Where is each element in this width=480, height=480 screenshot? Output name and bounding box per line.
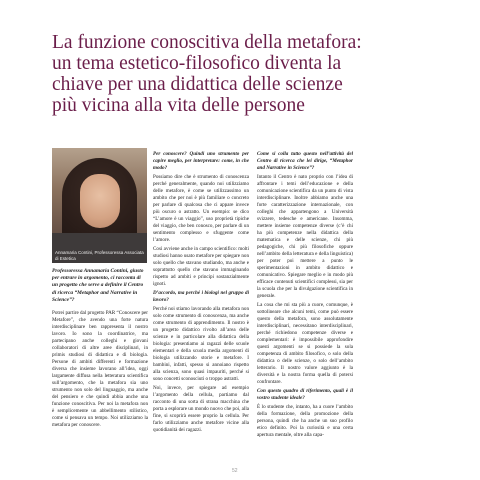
column2-paragraph-3: Perché noi stiamo lavorando alla metafora non solo come strumento di conoscenza, ma anche come strumento di apprendimento. Il nostro è un progetto didattico rivolto all’area delle scienze e in particolare alla didattica della biologia: presentiamo ai ragazzi delle scuole elementari e della scuola media argomenti di biologia utilizzando storie e metafore. I bambini, infatti, spesso si annoiano rispetto alla scienza, sono quasi impauriti, perché si sono concetti sconosciuti o troppo astratti. [153, 306, 249, 382]
intro-question: Professoressa Annamaria Contini, giusto per entrare in argomento, ci racconta di un progetto che serve a definire il Centro di ricerca “Metaphor and Narrative in Science”? [52, 268, 144, 303]
column2-question-2: D’accordo, ma perché i biologi nel gruppo di lavoro? [153, 290, 249, 303]
column3-paragraph-3: È lo studente che, intanto, ha a cuore l’ambito della formazione, della promozione della persona, quindi che ha anche un suo profilo etico definito. Poi la curiosità e una certa apertura mentale, oltre alla capa- [257, 404, 353, 438]
title-line-2: un tema estetico-filosofico diventa la [52, 53, 342, 74]
column-2 [153, 151, 249, 436]
column-3 [257, 151, 353, 441]
column3-question-2: Con questo quadro di riferimento, quali è il vostro studente ideale? [257, 388, 353, 401]
column1-paragraph-1: Potrei partire dal progetto PAR “Conoscere per Metafore”, che avendo una forte natura interdisciplinare ben rappresenta il nostro lavoro. Io sono la coordinatrice, ma partecipano anche colleghi e giovani collaboratori di altre aree disciplinari, in primis studiosi di didattica e di biologia. Persone di ambiti differenti e formazione diversa che insieme lavorano all’idea, oggi largamente diffusa nella letteratura scientifica sull’argomento, che la metafora sia uno strumento non solo del linguaggio, ma anche del pensiero e che quindi abbia anche una funzione conoscitiva. Per noi la metafora non è semplicemente un abbellimento stilistico, come si pensava un tempo. Noi utilizziamo la metafora per conoscere. [52, 310, 149, 428]
title-line-3: chiave per una didattica delle scienze [52, 74, 343, 95]
column-1 [52, 310, 148, 431]
column3-paragraph-1: Intanto il Centro è nato proprio con l’idea di affrontare i temi dell’educazione e della comunicazione scientifica da un punto di vista interdisciplinare. Inoltre abbiamo anche una forte caratterizzazione internazionale, con colleghi che appartengono a Università svizzere, tedesche e americane. Insomma, mettere insieme competenze diverse (c’è chi ha più competenze nella didattica della matematica e delle scienze, chi più pedagogiche, chi più filosofiche oppure nell’ambito della letteratura e della linguistica) per poter poi mettere a punto le sperimentazioni in ambito didattico e comunicativo. Spiegare meglio e in modo più efficace contenuti scientifici complessi, sia per la scuola che per la divulgazione scientifica in generale. [257, 174, 353, 299]
column2-paragraph-1: Possiamo dire che è strumento di conoscenza perché generalmente, quando noi utilizziamo delle metafore, è come se utilizzassimo un ambito che per noi è più familiare o concreto per parlare di qualcosa che ci appare invece più oscuro o astratto. Un esempio: se dico “L’amore è un viaggio”, uso proprietà tipiche del viaggio, che ben conosco, per parlare di un sentimento complesso e sfuggente come l’amore. [153, 174, 249, 243]
column3-paragraph-2: La cosa che mi sta più a cuore, comunque, è sottolineare che alcuni temi, come può essere questo della metafora, sono assolutamente interdisciplinari, necessitano interdisciplinari, perché richiedono competenze diverse e complementari: è impossibile approfondire questi argomenti se si possiede la sola competenza di ambito filosofico, o solo della didattica o delle scienze, o solo dell’ambito letterario. Il nostro valore aggiunto è la diversità e la nostra forma quella di potersi confrontare. [257, 302, 353, 385]
column2-paragraph-2: Così avviene anche in campo scientifico: molti studiosi hanno usato metafore per spiegare non solo quello che stavano studiando, ma anche e soprattutto quello che stavano immaginando rispetto ad ambiti e principi sostanzialmente ignoti. [153, 246, 249, 287]
column2-question-1: Per conoscere? Quindi uno strumento per capire meglio, per interpretare: come, in che modo? [153, 151, 249, 171]
column2-paragraph-4: Noi, invece, per spiegare ad esempio l’argomento della cellula, partiamo dal racconto di una sorta di strana macchina che porta a esplorare un mondo nuovo che poi, alla fine, si scoprirà essere proprio la cellula. Per farlo utilizziamo anche metafore vicine alla quotidianità dei ragazzi. [153, 385, 249, 433]
page-number: 52 [232, 468, 238, 474]
portrait-photo [52, 148, 147, 263]
photo-caption: Annamaria Contini, Professoressa Associata di Estetica [55, 250, 144, 261]
title-line-4: più vicina alla vita delle persone [52, 95, 305, 116]
title-line-1: La funzione conoscitiva della metafora: [52, 32, 362, 53]
portrait-face [80, 174, 120, 228]
column3-question-1: Come si colla tutto questo nell’attività del Centro di ricerca che lei dirige, “Metaphor and Narrative in Science”? [257, 151, 353, 171]
article-title [52, 32, 436, 116]
